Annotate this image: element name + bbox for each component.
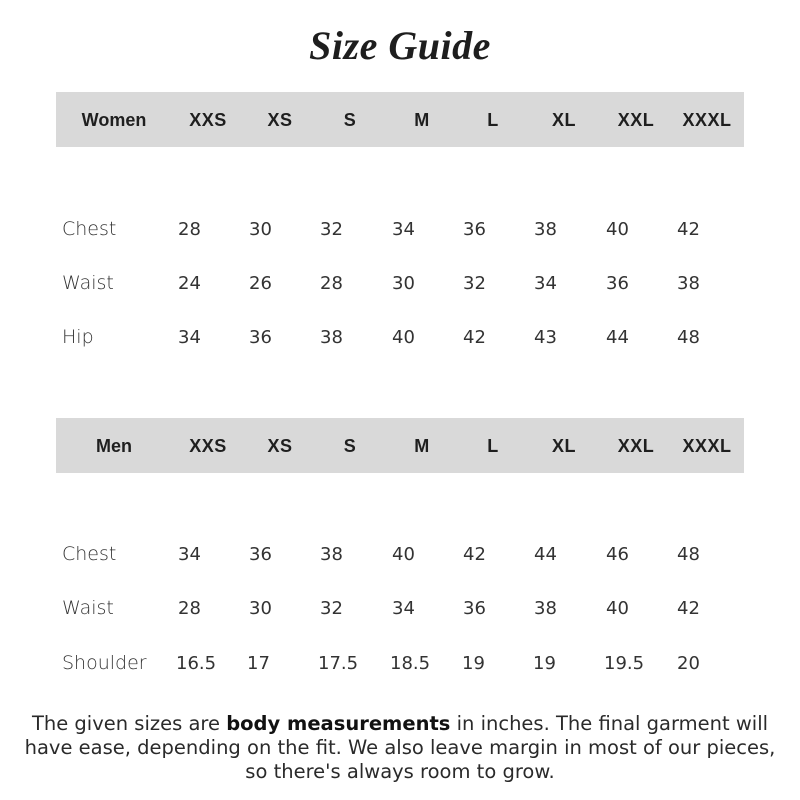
women-waist-xl: 34 [534,273,557,294]
women-header-label: Women [81,110,147,130]
header-size-xxxl: XXXL [682,110,732,130]
men-chest-xs: 36 [249,544,272,565]
men-chest-m: 40 [392,544,415,565]
women-hip-xs: 36 [249,327,272,348]
header-size-xxl: XXL [617,110,655,130]
women-chest-xxl: 40 [606,219,629,240]
women-hip-s: 38 [320,327,343,348]
women-row-label-chest: Chest [62,218,117,240]
men-chest-l: 42 [463,544,486,565]
men-waist-xxl: 40 [606,598,629,619]
men-shoulder-xxxl: 20 [677,653,700,674]
women-chest-l: 36 [463,219,486,240]
women-row-label-waist: Waist [62,272,114,294]
women-chest-xs: 30 [249,219,272,240]
women-chest-xl: 38 [534,219,557,240]
women-hip-xxl: 44 [606,327,629,348]
men-row-label-chest: Chest [62,543,117,565]
header-size-xl: XL [551,436,576,456]
women-chest-xxxl: 42 [677,219,700,240]
men-size-table [56,418,744,698]
header-size-m: M [414,436,430,456]
header-size-m: M [414,110,430,130]
men-chest-s: 38 [320,544,343,565]
men-shoulder-m: 18.5 [390,653,431,674]
men-waist-s: 32 [320,598,343,619]
men-row-label-shoulder: Shoulder [62,652,147,674]
note-text-start: The given sizes are [31,712,227,735]
women-waist-xs: 26 [249,273,272,294]
men-shoulder-xxs: 16.5 [176,653,217,674]
men-shoulder-xl: 19 [533,653,556,674]
men-chest-xl: 44 [534,544,557,565]
men-waist-xxs: 28 [178,598,201,619]
header-size-s: S [343,436,357,456]
header-size-l: L [487,110,499,130]
note-text-end: in inches. The final garment will have ease, depending on the fit. We also leave margin in most of our pieces, so there's always room to grow. [24,712,776,783]
header-size-xxs: XXS [189,436,227,456]
men-waist-xl: 38 [534,598,557,619]
women-chest-xxs: 28 [178,219,201,240]
women-hip-m: 40 [392,327,415,348]
women-hip-xxs: 34 [178,327,201,348]
women-hip-xxxl: 48 [677,327,700,348]
header-size-xxxl: XXXL [682,436,732,456]
header-size-xs: XS [267,110,293,130]
women-waist-l: 32 [463,273,486,294]
women-hip-xl: 43 [534,327,557,348]
men-shoulder-l: 19 [462,653,485,674]
men-row-label-waist: Waist [62,597,114,619]
women-row-label-hip: Hip [62,326,94,348]
women-waist-m: 30 [392,273,415,294]
men-waist-l: 36 [463,598,486,619]
men-shoulder-xxl: 19.5 [604,653,645,674]
men-waist-xs: 30 [249,598,272,619]
women-hip-l: 42 [463,327,486,348]
men-chest-xxxl: 48 [677,544,700,565]
measurement-note [20,712,780,784]
women-waist-s: 28 [320,273,343,294]
women-waist-xxxl: 38 [677,273,700,294]
women-size-table [56,92,744,382]
header-size-xxs: XXS [189,110,227,130]
header-size-xs: XS [267,436,293,456]
men-header-row [56,418,744,473]
women-header-row [56,92,744,147]
men-waist-xxxl: 42 [677,598,700,619]
women-chest-s: 32 [320,219,343,240]
header-size-xxl: XXL [617,436,655,456]
men-shoulder-s: 17.5 [318,653,359,674]
men-chest-xxl: 46 [606,544,629,565]
women-chest-m: 34 [392,219,415,240]
page-title: Size Guide [309,23,491,68]
header-size-s: S [343,110,357,130]
women-waist-xxl: 36 [606,273,629,294]
header-size-xl: XL [551,110,576,130]
women-waist-xxs: 24 [178,273,201,294]
men-shoulder-xs: 17 [247,653,270,674]
note-bold-text: body measurements [226,712,451,735]
men-chest-xxs: 34 [178,544,201,565]
men-waist-m: 34 [392,598,415,619]
header-size-l: L [487,436,499,456]
men-header-label: Men [96,436,132,456]
